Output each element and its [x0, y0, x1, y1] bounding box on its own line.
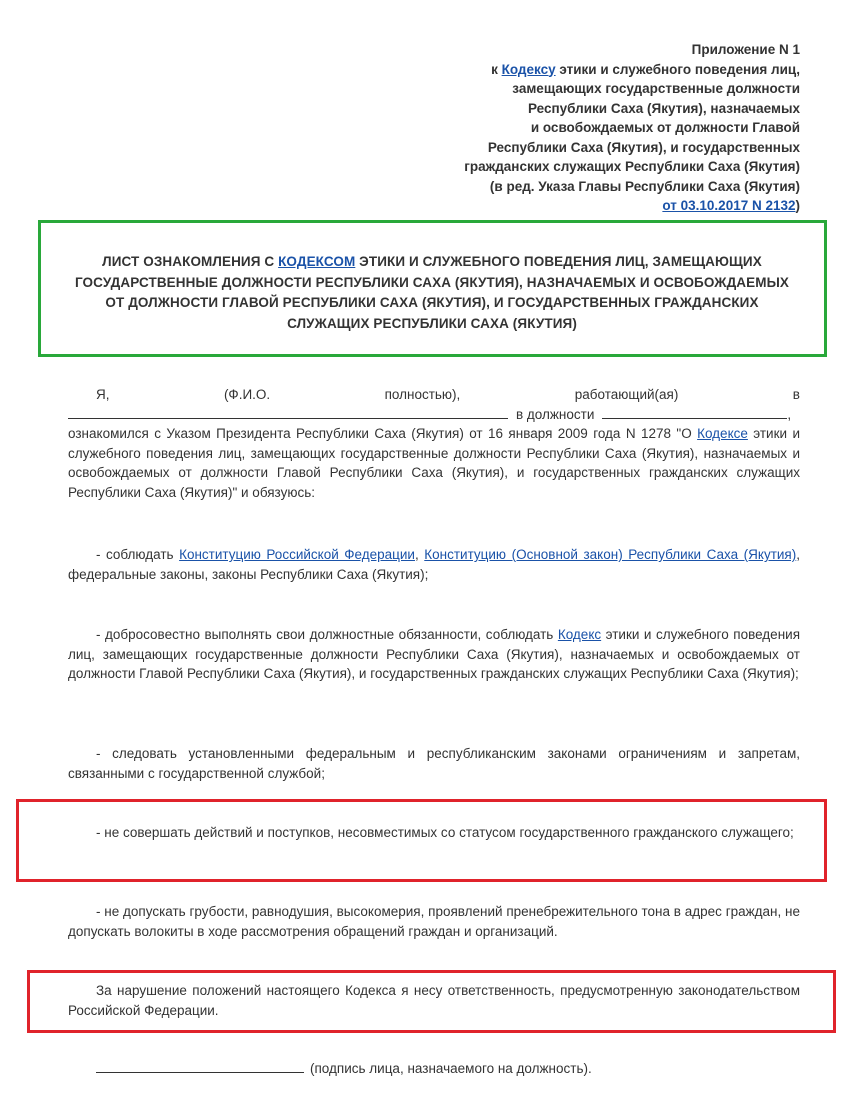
- intro-body: ознакомился с Указом Президента Республики Саха (Якутия) от 16 января 2009 года N 1278 "О Кодексе этики и служебного поведения лиц, замещающих государственные должности Республики Саха (Якутия), назначаемых и освобождаемых от должности Главой Республики Саха (Якутия), и государственных гражданских служащих Республики Саха (Якутия)" и обязуюсь:: [68, 426, 800, 500]
- decree-link[interactable]: от 03.10.2017 N 2132: [662, 198, 796, 213]
- code-link[interactable]: Кодексу: [501, 61, 556, 77]
- title-code-link[interactable]: КОДЕКСОМ: [278, 254, 356, 269]
- appendix-line-2: к Кодексу этики и служебного поведения лиц,: [491, 61, 800, 77]
- obligation-courtesy: - не допускать грубости, равнодушия, высокомерия, проявлений пренебрежительного тона в адрес граждан, не допускать волокиты в ходе рассмотрения обращений граждан и организаций.: [68, 904, 800, 939]
- signature-blank[interactable]: [96, 1059, 304, 1073]
- appendix-number: Приложение N 1: [691, 42, 800, 57]
- intro-first-line: Я, (Ф.И.О. полностью), работающий(ая) в: [96, 387, 800, 402]
- appendix-header: [380, 40, 800, 216]
- appendix-line-3: замещающих государственные должности: [512, 81, 800, 96]
- obligation-conduct: - не совершать действий и поступков, несовместимых со статусом государственного гражданского служащего;: [96, 825, 794, 840]
- appendix-line-7: гражданских служащих Республики Саха (Якутия): [464, 159, 800, 174]
- intro-code-link[interactable]: Кодексе: [697, 426, 748, 441]
- rf-constitution-link[interactable]: Конституцию Российской Федерации: [179, 547, 415, 562]
- intro-paragraph: [68, 385, 800, 502]
- appendix-line-9: от 03.10.2017 N 2132): [662, 198, 800, 213]
- appendix-line-4: Республики Саха (Якутия), назначаемых: [527, 100, 800, 116]
- position-line: в должности ,: [68, 405, 800, 425]
- obligation-constitution: - соблюдать Конституцию Российской Федерации, Конституцию (Основной закон) Республики Саха (Якутия), федеральные законы, законы Республики Саха (Якутия);: [68, 547, 800, 582]
- position-blank[interactable]: [602, 405, 787, 419]
- item-code-link[interactable]: Кодекс: [557, 627, 602, 642]
- appendix-line-5: и освобождаемых от должности Главой: [530, 120, 800, 135]
- appendix-line-8: (в ред. Указа Главы Республики Саха (Якутия): [489, 178, 800, 194]
- obligation-duties: - добросовестно выполнять свои должностные обязанности, соблюдать Кодекс этики и служебного поведения лиц, замещающих государственные должности Республики Саха (Якутия), назначаемых и освобождаемых от должности Главой Республики Саха (Якутия), и государственных гражданских служащих Республики Саха (Якутия);: [68, 627, 800, 681]
- obligation-restrictions: - следовать установленными федеральным и республиканским законами ограничениям и запретам, связанными с государственной службой;: [68, 746, 800, 781]
- appendix-line-6: Республики Саха (Якутия), и государственных: [487, 139, 800, 155]
- responsibility-statement: За нарушение положений настоящего Кодекса я несу ответственность, предусмотренную законодательством Российской Федерации.: [68, 983, 800, 1018]
- signature-line: (подпись лица, назначаемого на должность).: [68, 1059, 800, 1079]
- workplace-blank[interactable]: [68, 405, 508, 419]
- document-title: ЛИСТ ОЗНАКОМЛЕНИЯ С КОДЕКСОМ ЭТИКИ И СЛУЖЕБНОГО ПОВЕДЕНИЯ ЛИЦ, ЗАМЕЩАЮЩИХ ГОСУДАРСТВЕННЫЕ ДОЛЖНОСТИ РЕСПУБЛИКИ САХА (ЯКУТИЯ), НАЗНАЧАЕМЫХ И ОСВОБОЖДАЕМЫХ ОТ ДОЛЖНОСТИ ГЛАВОЙ РЕСПУБЛИКИ САХА (ЯКУТИЯ), И ГОСУДАРСТВЕННЫХ ГРАЖДАНСКИХ СЛУЖАЩИХ РЕСПУБЛИКИ САХА (ЯКУТИЯ): [74, 254, 790, 331]
- sakha-constitution-link[interactable]: Конституцию (Основной закон) Республики Саха (Якутия): [424, 547, 797, 562]
